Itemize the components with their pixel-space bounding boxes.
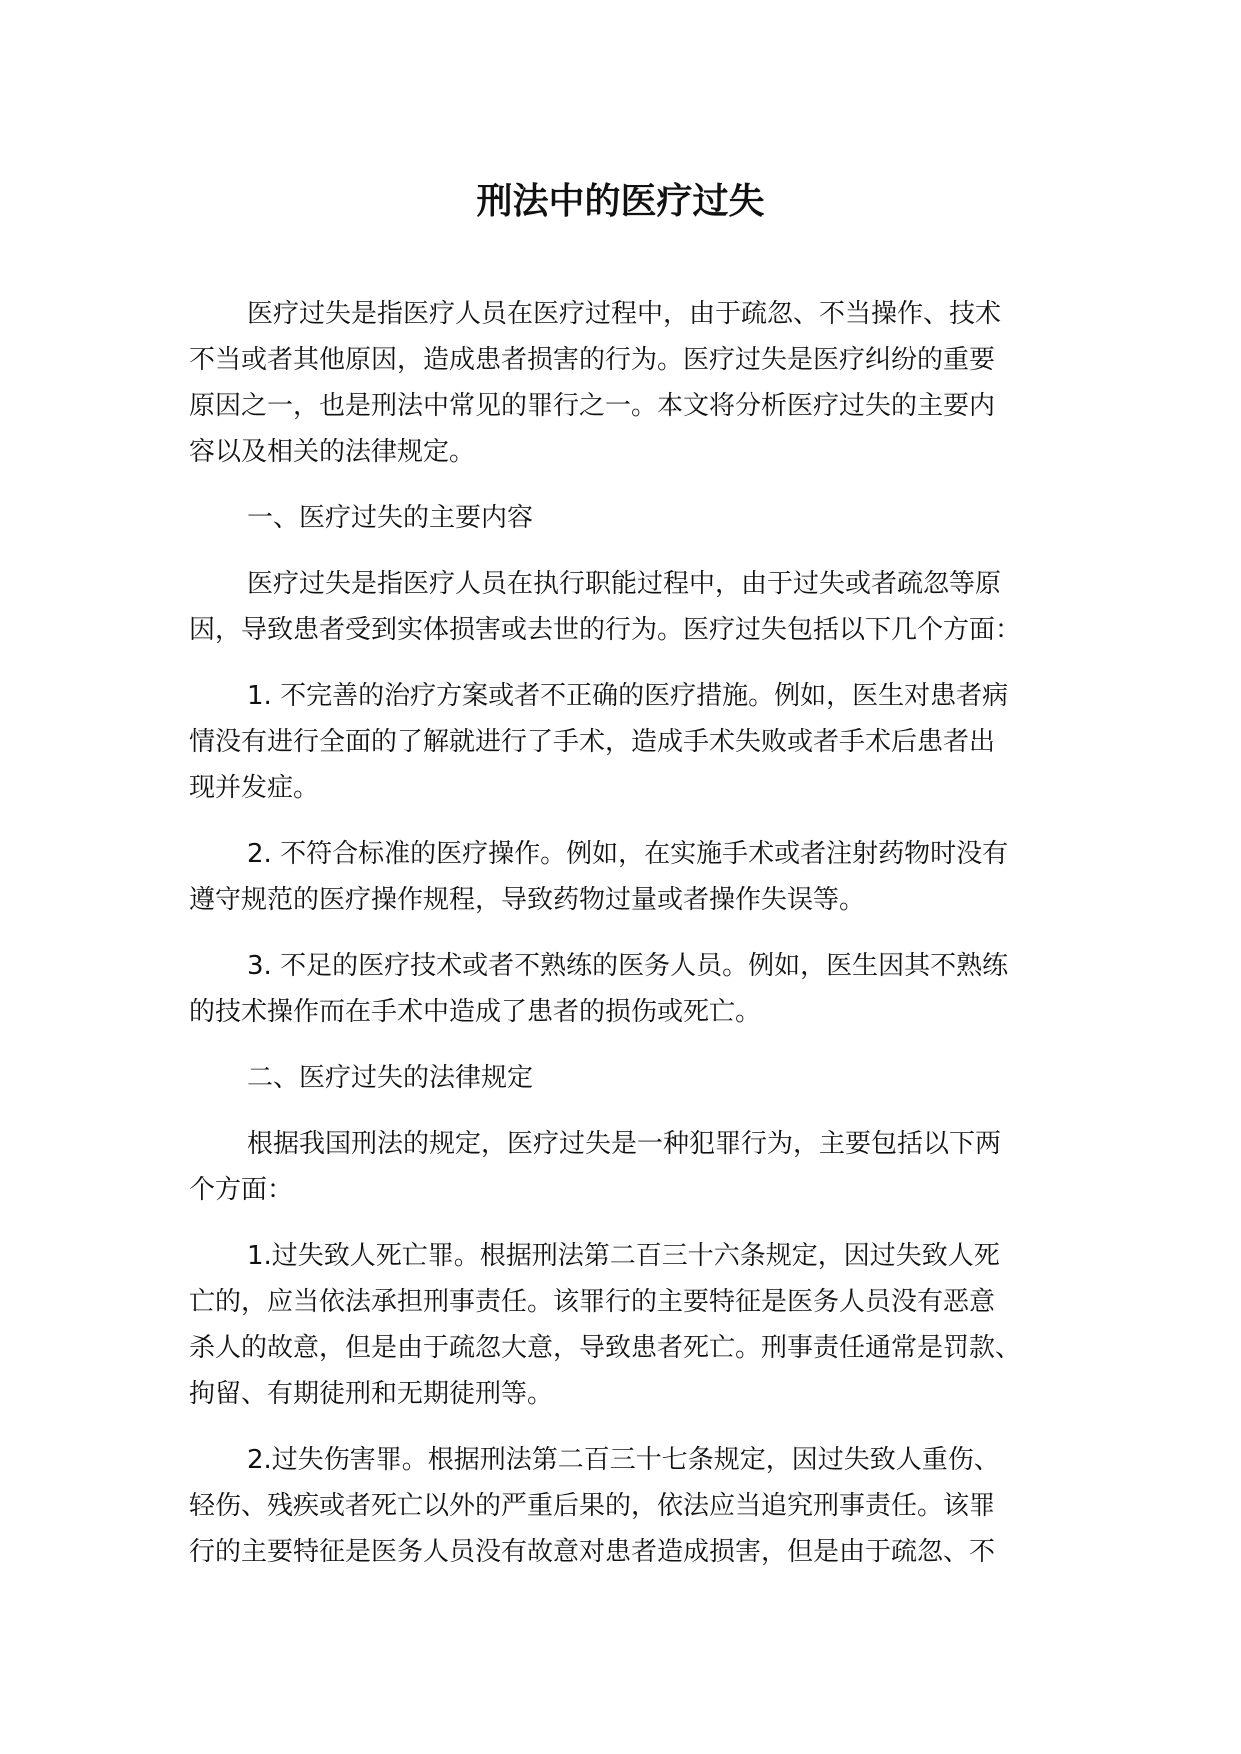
list-item-3 bbox=[189, 943, 1074, 1035]
text-line: 个方面： bbox=[189, 1175, 294, 1205]
text-line: 医疗过失是指医疗人员在医疗过程中，由于疏忽、不当操作、技术 bbox=[247, 299, 1002, 329]
list-item-2 bbox=[189, 831, 1074, 923]
paragraph-intro bbox=[189, 291, 1074, 475]
law-item-2 bbox=[189, 1437, 1074, 1575]
paragraph-law-intro bbox=[189, 1121, 1074, 1213]
document-body bbox=[189, 291, 1074, 1595]
text-line: 根据我国刑法的规定，医疗过失是一种犯罪行为，主要包括以下两 bbox=[247, 1129, 1002, 1159]
paragraph-definition bbox=[189, 561, 1074, 653]
text-line: 现并发症。 bbox=[189, 773, 320, 803]
text-line: 情没有进行全面的了解就进行了手术，造成手术失败或者手术后患者出 bbox=[189, 727, 996, 757]
text-line: 因，导致患者受到实体损害或去世的行为。医疗过失包括以下几个方面： bbox=[189, 615, 1022, 645]
text-line: 医疗过失是指医疗人员在执行职能过程中，由于过失或者疏忽等原 bbox=[247, 569, 1002, 599]
text-line: 一、医疗过失的主要内容 bbox=[247, 503, 534, 533]
text-line: 2. 不符合标准的医疗操作。例如，在实施手术或者注射药物时没有 bbox=[247, 839, 1009, 869]
section-heading-1 bbox=[189, 495, 1074, 541]
text-line: 二、医疗过失的法律规定 bbox=[247, 1063, 534, 1093]
text-line: 拘留、有期徒刑和无期徒刑等。 bbox=[189, 1379, 554, 1409]
text-line: 亡的，应当依法承担刑事责任。该罪行的主要特征是医务人员没有恶意 bbox=[189, 1287, 996, 1317]
text-line: 的技术操作而在手术中造成了患者的损伤或死亡。 bbox=[189, 997, 762, 1027]
text-line: 轻伤、残疾或者死亡以外的严重后果的，依法应当追究刑事责任。该罪 bbox=[189, 1491, 996, 1521]
text-line: 1. 不完善的治疗方案或者不正确的医疗措施。例如，医生对患者病 bbox=[247, 681, 1009, 711]
text-line: 1.过失致人死亡罪。根据刑法第二百三十六条规定，因过失致人死 bbox=[247, 1241, 1000, 1271]
document-title: 刑法中的医疗过失 bbox=[476, 181, 765, 222]
text-line: 3. 不足的医疗技术或者不熟练的医务人员。例如，医生因其不熟练 bbox=[247, 951, 1009, 981]
section-heading-2 bbox=[189, 1055, 1074, 1101]
text-line: 遵守规范的医疗操作规程，导致药物过量或者操作失误等。 bbox=[189, 885, 866, 915]
text-line: 容以及相关的法律规定。 bbox=[189, 437, 476, 467]
law-item-1 bbox=[189, 1233, 1074, 1417]
text-line: 2.过失伤害罪。根据刑法第二百三十七条规定，因过失致人重伤、 bbox=[247, 1445, 1000, 1475]
text-line: 杀人的故意，但是由于疏忽大意，导致患者死亡。刑事责任通常是罚款、 bbox=[189, 1333, 1022, 1363]
text-line: 不当或者其他原因，造成患者损害的行为。医疗过失是医疗纠纷的重要 bbox=[189, 345, 996, 375]
list-item-1 bbox=[189, 673, 1074, 811]
text-line: 行的主要特征是医务人员没有故意对患者造成损害，但是由于疏忽、不 bbox=[189, 1537, 996, 1567]
text-line: 原因之一，也是刑法中常见的罪行之一。本文将分析医疗过失的主要内 bbox=[189, 391, 996, 421]
